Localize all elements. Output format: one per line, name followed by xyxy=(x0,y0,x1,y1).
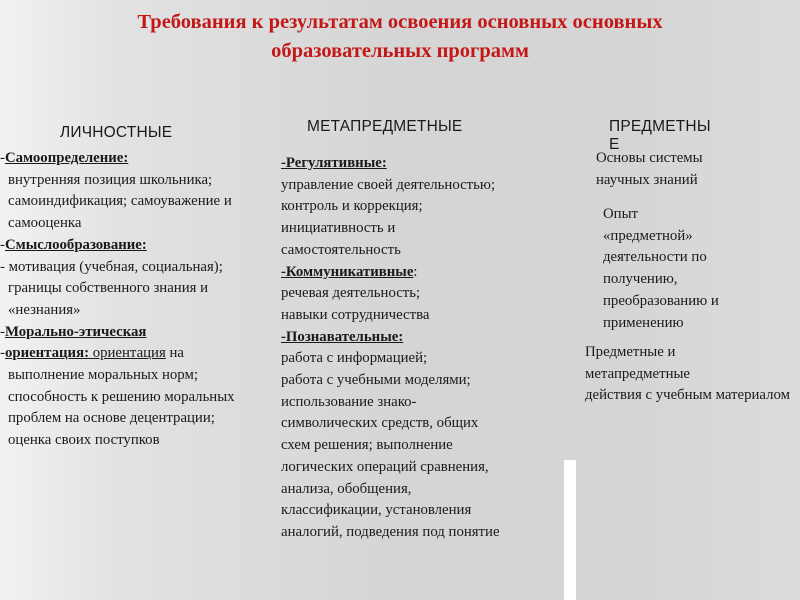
text: ориентация xyxy=(89,345,166,362)
meta-row-2: управление своей деятельностью; xyxy=(281,176,496,193)
personal-row-12: способность к решению моральных xyxy=(8,388,235,405)
meta-row-12: использование знако- xyxy=(281,393,417,410)
meta-row-9 xyxy=(281,327,551,349)
personal-row-2 xyxy=(0,170,274,192)
meta-row-14: схем решения; выполнение xyxy=(281,437,453,454)
personal-row-7: границы собственного знания и xyxy=(8,280,209,297)
moral-ethical-label: Морально-этическая xyxy=(4,323,147,340)
subject-b-line-2: «предметной» xyxy=(603,227,693,244)
dash: - xyxy=(0,258,9,275)
personal-row-11: выполнение моральных норм; xyxy=(8,367,198,384)
text: на xyxy=(165,345,184,362)
self-determination-label: Самоопределение: xyxy=(4,150,129,166)
personal-row-1 xyxy=(0,148,274,170)
meta-row-6 xyxy=(281,262,551,284)
personal-row-14: оценка своих поступков xyxy=(8,432,160,449)
personal-row-6 xyxy=(0,257,274,279)
meta-row-3: контроль и коррекция; xyxy=(281,198,423,215)
personal-row-8: «незнания» xyxy=(8,301,81,318)
heading-personal: ЛИЧНОСТНЫЕ xyxy=(60,124,173,141)
orientation-label: ориентация: xyxy=(4,345,90,362)
subject-block-experience xyxy=(603,204,719,334)
meta-row-8: навыки сотрудничества xyxy=(281,306,430,323)
meta-row-7: речевая деятельность; xyxy=(281,285,421,302)
meta-row-16: анализа, обобщения, xyxy=(281,480,412,497)
subject-a-line-2: научных знаний xyxy=(596,171,698,188)
meta-row-13: символических средств, общих xyxy=(281,415,479,432)
meta-column xyxy=(281,153,551,544)
subject-b-line-3: деятельности по xyxy=(603,249,707,266)
white-divider-bar xyxy=(564,460,576,600)
text: внутренняя позиция школьника; xyxy=(8,171,213,188)
meta-row-4: инициативность и xyxy=(281,220,396,237)
meta-row-10: работа с информацией; xyxy=(281,350,428,367)
heading-subject-line-1: ПРЕДМЕТНЫ xyxy=(609,118,711,135)
dash: - xyxy=(0,150,5,166)
heading-subject-line-2: Е xyxy=(609,136,620,153)
title-line-2: образовательных программ xyxy=(271,40,529,62)
subject-c-line-2: метапредметные xyxy=(585,365,690,382)
subject-b-line-6: применению xyxy=(603,314,684,331)
subject-c-line-1: Предметные и xyxy=(585,344,676,360)
text: мотивация (учебная, социальная); xyxy=(8,258,223,275)
meta-row-5: самостоятельность xyxy=(281,241,401,258)
cognitive-label: -Познавательные: xyxy=(281,328,404,345)
meaning-formation-label: Смыслообразование: xyxy=(4,236,147,253)
meta-row-17: классификации, установления xyxy=(281,502,472,519)
communicative-label: -Коммуникативные xyxy=(281,263,414,280)
personal-row-13: проблем на основе децентрации; xyxy=(8,410,215,427)
regulatory-label: -Регулятивные: xyxy=(281,155,387,171)
personal-row-5 xyxy=(0,235,274,257)
personal-row-10 xyxy=(0,343,274,365)
subject-c-line-3: действия с учебным материалом xyxy=(585,387,790,404)
text: : xyxy=(413,263,418,280)
title-line-1: Требования к результатам освоения основных основных xyxy=(137,11,663,33)
personal-column xyxy=(0,148,274,452)
meta-row-11: работа с учебными моделями; xyxy=(281,372,471,389)
personal-row-4: самооценка xyxy=(8,215,82,232)
subject-b-line-4: получению, xyxy=(603,271,678,288)
dash: - xyxy=(0,323,5,340)
dash: - xyxy=(0,345,5,362)
slide-title xyxy=(30,8,770,66)
meta-row-1 xyxy=(281,153,551,175)
subject-b-line-1: Опыт xyxy=(603,206,639,222)
subject-b-line-5: преобразованию и xyxy=(603,292,719,309)
personal-row-9 xyxy=(0,322,274,344)
personal-row-3: самоиндификация; самоуважение и xyxy=(8,193,232,210)
dash: - xyxy=(0,236,5,253)
subject-a-line-1: Основы системы xyxy=(596,150,703,166)
subject-block-foundations xyxy=(596,148,703,191)
meta-row-15: логических операций сравнения, xyxy=(281,458,489,475)
heading-meta: МЕТАПРЕДМЕТНЫЕ xyxy=(307,118,463,135)
subject-block-actions xyxy=(585,342,800,407)
meta-row-18: аналогий, подведения под понятие xyxy=(281,523,500,540)
